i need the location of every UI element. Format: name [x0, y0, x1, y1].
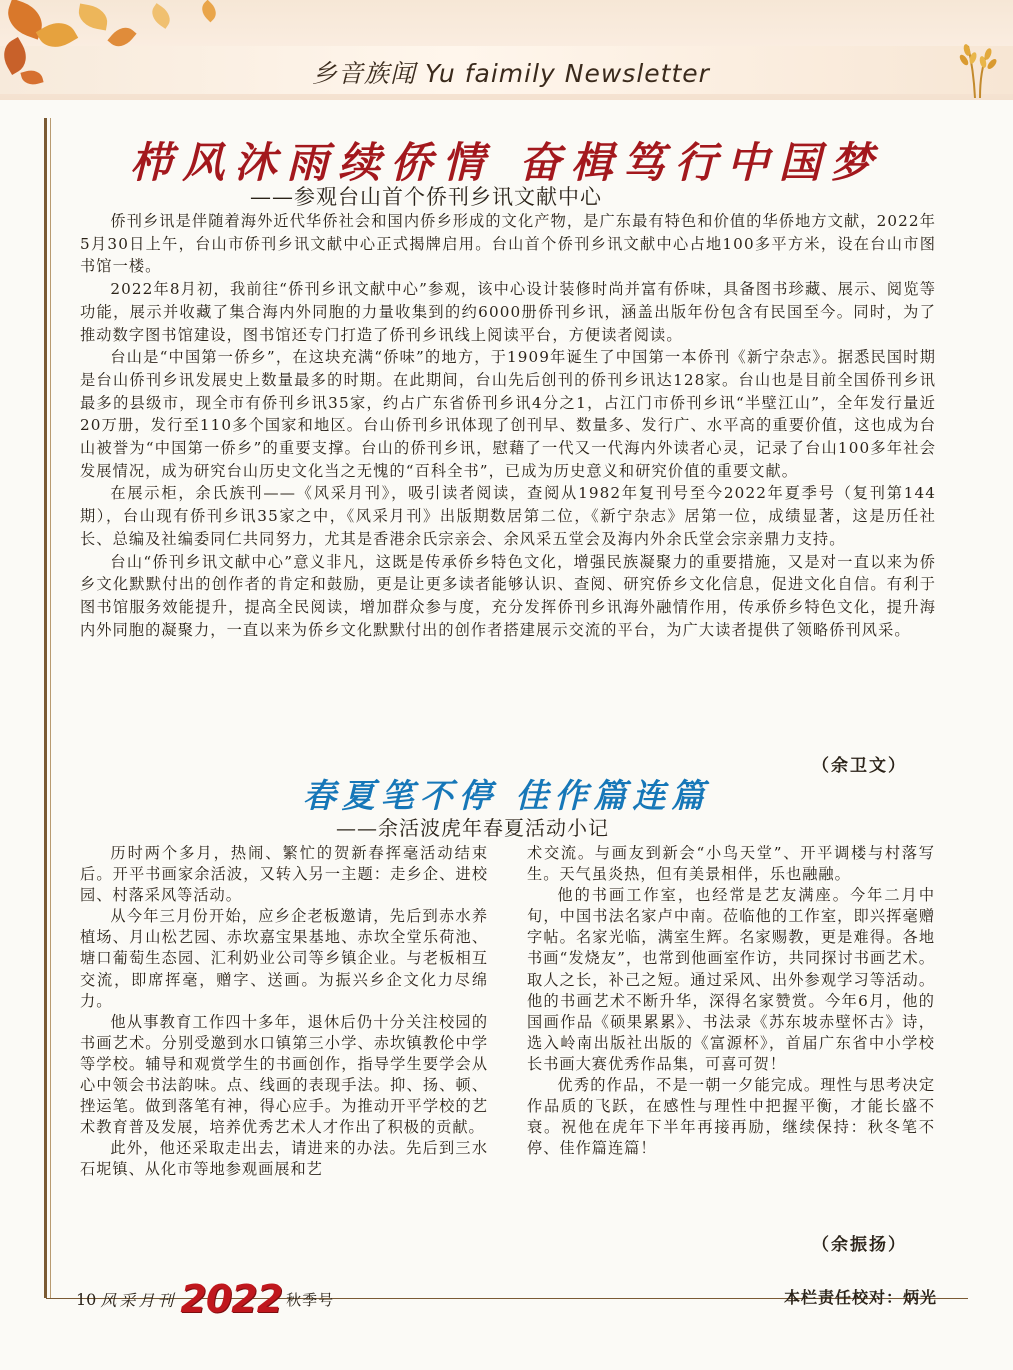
left-border-rule [44, 118, 47, 1298]
article2-title: 春夏笔不停 佳作篇连篇 [302, 776, 711, 815]
article2-paragraph-continued: 术交流。与画友到新会“小鸟天堂”、开平调楼与村落写生。天气虽炎热，但有美景相伴，乐也融融。 [527, 844, 935, 884]
autumn-leaf-icon [76, 4, 109, 31]
article2-paragraph: 历时两个多月，热闹、繁忙的贺新春挥毫活动结束后。开平书画家余活波，又转入另一主题：走乡企、进校园、村落采风等活动。 [80, 844, 488, 905]
proofreader-credit: 本栏责任校对：炳光 [783, 1288, 937, 1307]
article2-paragraph: 优秀的作品，不是一朝一夕能完成。理性与思考决定作品质的飞跃，在感性与理性中把握平衡，才能长盛不衰。祝他在虎年下半年再接再励，继续保持：秋冬笔不停、佳作篇连篇！ [527, 1076, 935, 1158]
article1-paragraph: 2022年8月初，我前往“侨刊乡讯文献中心”参观，该中心设计装修时尚并富有侨味，具备图书珍藏、展示、阅览等功能，展示并收藏了集合海内外同胞的力量收集到的约6000册侨刊乡讯，涵盖出版年份包含有民国至今。同时，为了推动数字图书馆建设，图书馆还专门打造了侨刊乡讯线上阅读平台，方便读者阅读。 [80, 280, 936, 344]
footer-left [76, 1277, 335, 1321]
article1-author: （余卫文） [812, 756, 907, 776]
article2-subtitle: ——余活波虎年春夏活动小记 [336, 816, 609, 840]
article1-subtitle: ——参观台山首个侨刊乡讯文献中心 [250, 185, 602, 209]
article2-paragraph: 从今年三月份开始，应乡企老板邀请，先后到赤水养植场、月山松艺园、赤坎嘉宝果基地、赤坎全堂乐荷池、塘口葡萄生态园、汇利奶业公司等乡镇企业。与老板相互交流，即席挥毫，赠字、送画。为振兴乡企文化力尽绵力。 [80, 907, 488, 1010]
wheat-icon [950, 38, 1000, 98]
left-border-rule-thin [50, 118, 51, 1298]
article1-body [80, 210, 936, 641]
article1-title: 栉风沐雨续侨情 奋楫笃行中国梦 [130, 138, 883, 187]
article1-paragraph: 在展示柜，余氏族刊——《风采月刊》，吸引读者阅读，查阅从1982年复刊号至今2022年夏季号（复刊第144期），台山现有侨刊乡讯35家之中，《风采月刊》出版期数居第二位，《新宁杂志》居第一位，成绩显著，这是历任社长、总编及社编委同仁共同努力，尤其是香港余氏宗亲会、余风采五堂会及海内外余氏堂会宗亲鼎力支持。 [80, 484, 936, 548]
autumn-leaf-icon [198, 0, 221, 22]
issue-season: 秋季号 [286, 1290, 335, 1309]
article1-paragraph: 台山“侨刊乡讯文献中心”意义非凡，这既是传承侨乡特色文化，增强民族凝聚力的重要措施，又是对一直以来为侨乡文化默默付出的创作者的肯定和鼓励，更是让更多读者能够认识、查阅、研究侨乡文化信息，促进文化自信。有利于图书馆服务效能提升，提高全民阅读，增加群众参与度，充分发挥侨刊乡讯海外融情作用，传承侨乡特色文化，提升海内外同胞的凝聚力，一直以来为侨乡文化默默付出的创作者搭建展示交流的平台，为广大读者提供了领略侨刊风采。 [80, 552, 936, 639]
article1-paragraph: 台山是“中国第一侨乡”，在这块充满“侨味”的地方，于1909年诞生了中国第一本侨刊《新宁杂志》。据悉民国时期是台山侨刊乡讯发展史上数量最多的时期。在此期间，台山先后创刊的侨刊乡讯达128家。台山也是目前全国侨刊乡讯最多的县级市，现全市有侨刊乡讯35家，约占广东省侨刊乡讯4分之1，占江门市侨刊乡讯“半壁江山”，全年发行量近20万册，发行至110多个国家和地区。台山侨刊乡讯体现了创刊早、数量多、发行广、水平高的重要价值，这也成为台山被誉为“中国第一侨乡”的重要支撑。台山的侨刊乡讯，慰藉了一代又一代海内外读者心灵，记录了台山100多年社会发展情况，成为研究台山历史文化当之无愧的“百科全书”，已成为历史意义和研究价值的重要文献。 [80, 348, 936, 480]
article2-left-column [80, 843, 488, 1181]
article2-paragraph: 他的书画工作室，也经常是艺友满座。今年二月中旬，中国书法名家卢中南。莅临他的工作室，即兴挥毫赠字帖。名家光临，满室生辉。名家赐教，更是难得。各地书画“发烧友”，也常到他画室作访，共同探讨书画艺术。取人之长，补己之短。通过采风、出外参观学习等活动。他的书画艺术不断升华，深得名家赞赏。今年6月，他的国画作品《硕果累累》、书法录《苏东坡赤壁怀古》诗，选入岭南出版社出版的《富源杯》，首届广东省中小学校长书画大赛优秀作品集，可喜可贺！ [527, 886, 935, 1073]
magazine-name: 风采月刊 [100, 1290, 177, 1310]
article2-author: （余振扬） [812, 1235, 907, 1255]
autumn-leaf-icon [147, 3, 174, 29]
page-header [0, 0, 1013, 100]
issue-year: 2022 [180, 1277, 283, 1321]
article2-right-column [527, 843, 935, 1159]
article1-paragraph: 侨刊乡讯是伴随着海外近代华侨社会和国内侨乡形成的文化产物，是广东最有特色和价值的华侨地方文献，2022年5月30日上午，台山市侨刊乡讯文献中心正式揭牌启用。台山首个侨刊乡讯文献中心占地100多平方米，设在台山市图书馆一楼。 [80, 212, 936, 276]
page-number: 10 [76, 1289, 97, 1309]
newsletter-title: 乡音族闻 Yu faimily Newsletter [312, 59, 710, 88]
article2-paragraph: 他从事教育工作四十多年，退休后仍十分关注校园的书画艺术。分别受邀到水口镇第三小学、赤坎镇教伦中学等学校。辅导和观赏学生的书画创作，指导学生要学会从心中领会书法韵味。点、线画的表现手法。抑、扬、顿、挫运笔。做到落笔有神，得心应手。为推动开平学校的艺术教育普及发展，培养优秀艺术人才作出了积极的贡献。 [80, 1012, 488, 1137]
article2-paragraph: 此外，他还采取走出去，请进来的办法。先后到三水石坭镇、从化市等地参观画展和艺 [80, 1139, 488, 1179]
